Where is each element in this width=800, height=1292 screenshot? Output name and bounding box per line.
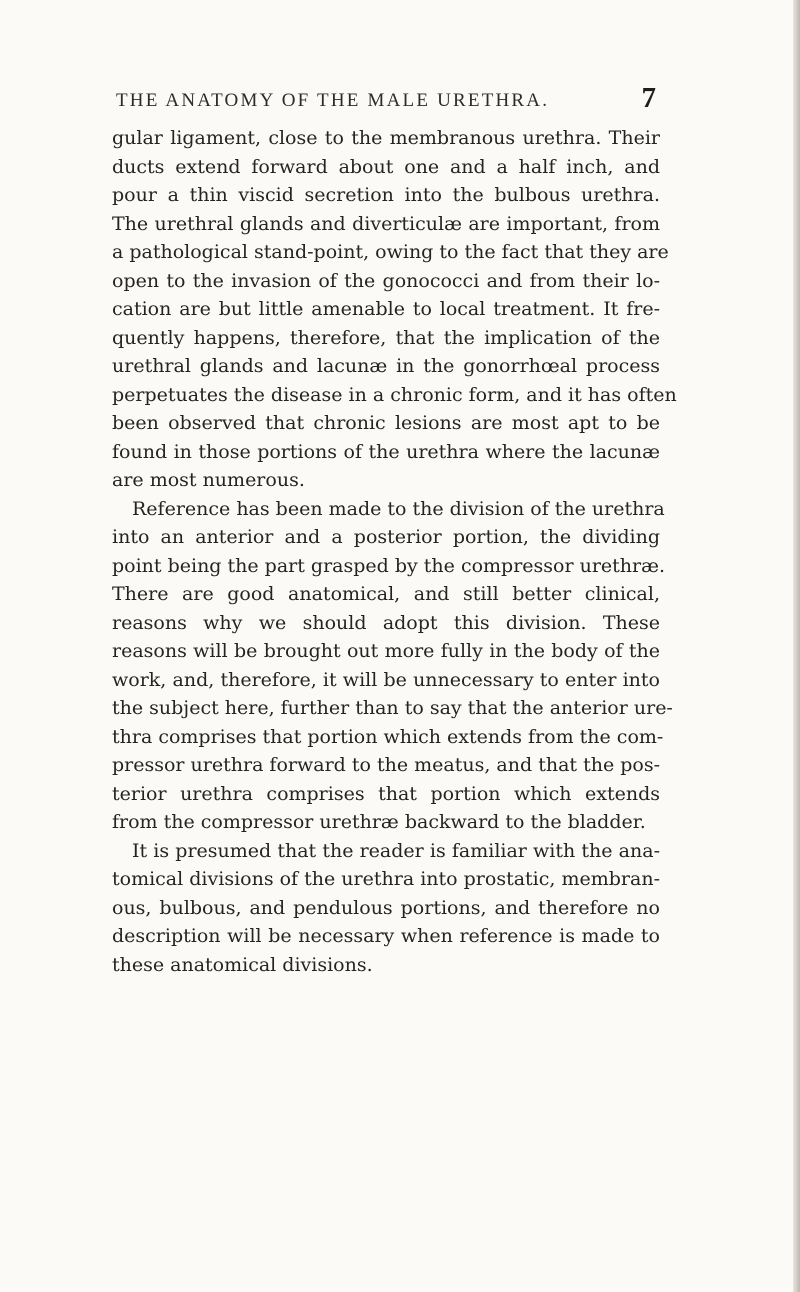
text-line: tomical divisions of the urethra into prostatic, membran- <box>112 868 660 890</box>
text-line: cation are but little amenable to local treatment. It fre- <box>112 298 660 320</box>
text-line: thra comprises that portion which extends from the com- <box>112 725 664 748</box>
text-line-paragraph-start: It is presumed that the reader is familiar with the ana- <box>132 839 660 862</box>
text-line: ducts extend forward about one and a half inch, and <box>112 155 660 178</box>
text-line: open to the invasion of the gonococci and from their lo- <box>112 269 660 292</box>
text-line: pressor urethra forward to the meatus, and that the pos- <box>112 754 660 776</box>
page-header <box>116 82 656 116</box>
text-line: the subject here, further than to say that the anterior ure- <box>112 697 673 719</box>
text-line: reasons why we should adopt this division. These <box>112 611 660 634</box>
text-line: There are good anatomical, and still better clinical, <box>112 583 660 605</box>
text-line: gular ligament, close to the membranous urethra. Their <box>112 127 660 149</box>
text-line: perpetuates the disease in a chronic form, and it has often <box>112 383 677 406</box>
body-text <box>112 124 677 979</box>
text-line: urethral glands and lacunæ in the gonorrhœal process <box>112 355 660 377</box>
text-line-paragraph-end: these anatomical divisions. <box>112 953 373 976</box>
text-line: reasons will be brought out more fully in the body of the <box>112 640 660 662</box>
text-line: pour a thin viscid secretion into the bulbous urethra. <box>112 184 660 206</box>
text-line: into an anterior and a posterior portion, the dividing <box>112 526 660 548</box>
text-line: point being the part grasped by the compressor urethræ. <box>112 554 666 577</box>
text-line: been observed that chronic lesions are most apt to be <box>112 412 660 434</box>
text-line: description will be necessary when reference is made to <box>112 925 660 947</box>
text-line: terior urethra comprises that portion which extends <box>112 782 660 805</box>
page-edge-shadow <box>793 0 800 1292</box>
page-number: 7 <box>641 82 656 114</box>
text-line: a pathological stand-point, owing to the fact that they are <box>112 241 669 263</box>
text-line: found in those portions of the urethra where the lacunæ <box>112 440 660 463</box>
running-title: THE ANATOMY OF THE MALE URETHRA. <box>116 90 550 111</box>
text-line: quently happens, therefore, that the implication of the <box>112 326 660 349</box>
text-line-paragraph-end: are most numerous. <box>112 469 305 491</box>
text-line: ous, bulbous, and pendulous portions, and therefore no <box>112 896 660 919</box>
text-line-paragraph-end: from the compressor urethræ backward to the bladder. <box>112 811 646 833</box>
text-line: work, and, therefore, it will be unnecessary to enter into <box>112 668 660 691</box>
text-line: The urethral glands and diverticulæ are important, from <box>112 212 660 235</box>
text-line-paragraph-start: Reference has been made to the division of the urethra <box>132 497 665 520</box>
